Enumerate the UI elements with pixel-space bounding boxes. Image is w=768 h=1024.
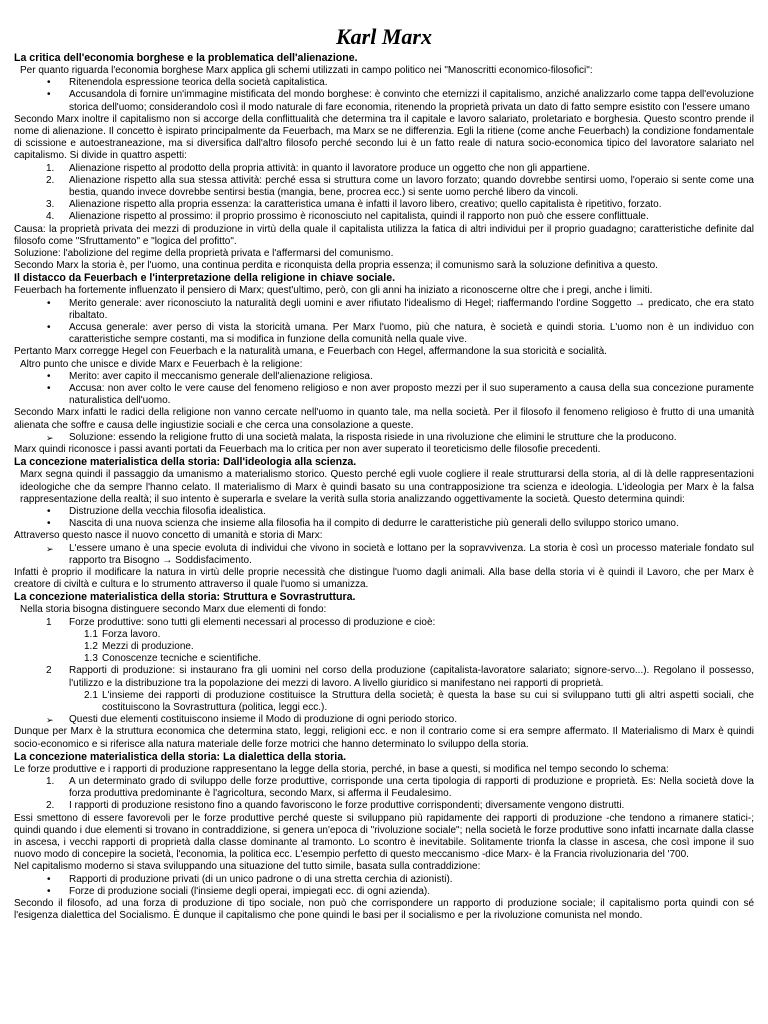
list-item: 1 Forze produttive: sono tutti gli elementi necessari al processo di produzione e cioè: — [46, 616, 436, 628]
list-item: 2. Alienazione rispetto alla sua stessa attività: perché essa si struttura come un lavoro forzato; quando dovrebbe sentirsi uomo, l'operaio si sente come una bestia, quando invece dovrebbe sentirsi bestia (mangia, bene, procrea ecc.) si sente uomo perché libero da vincoli. — [46, 174, 754, 199]
paragraph: Secondo Marx inoltre il capitalismo non si accorge della conflittualità che determina tra il capitale e lavoro salariato, proletariato e borghesia. Questo scontro prende il nome di alienazione. Il concetto è ispirato principalmente da Feuerbach, ma Marx se ne differenzia. Egli la ritiene (come anche Feuerbach) la condizione fondamentale di scissione e autoestraneazione, ma si diversifica dall'altro filosofo perché secondo lui è un fatto reale di natura socio-economica tipico del lavoratore salariato nel capitalismo. Si divide in quattro aspetti: — [14, 113, 754, 162]
section-heading-dialectic: La concezione materialistica della storia: La dialettica della storia. — [14, 750, 347, 763]
paragraph: Causa: la proprietà privata dei mezzi di produzione in virtù della quale il capitalista utilizza la fatica di altri individui per il proprio guadagno; caratteristiche definite dal filosofo come "Sfruttamento" e "logica del profitto". — [14, 223, 754, 247]
list-item-text: Forza lavoro. — [102, 628, 161, 640]
list-item-text: L'insieme dei rapporti di produzione costituisce la Struttura della società; è questa la base su cui si sviluppano tutti gli altri aspetti sociali, che costituiscono la Sovrastruttura (politica, leggi ecc.). — [102, 689, 754, 713]
paragraph: Secondo Marx infatti le radici della religione non vanno cercate nell'uomo in quanto tale, ma nella società. Per il filosofo il fenomeno religioso è frutto di una umanità alienata che soffre e causa delle ingiustizie sociali e che cerca una consolazione a queste. — [14, 407, 754, 431]
list-item: • Rapporti di produzione privati (di un unico padrone o di una stretta cerchia di azionisti). — [14, 874, 754, 886]
page-title: Karl Marx — [336, 24, 432, 49]
list-item-text: Mezzi di produzione. — [102, 640, 194, 652]
section-heading-ideology-science: La concezione materialistica della storia: Dall'ideologia alla scienza. — [14, 456, 357, 469]
list-item-text: Rapporti di produzione: si instaurano fra gli uomini nel corso della produzione (capitalista-lavoratore salariato; signore-servo...). Regolano il possesso, l'utilizzo e la distribuzione tra la popolazione dei mezzi di lavoro. A livello giuridico si manifestano nei rapporti di proprietà. — [69, 665, 754, 689]
list-item: 1.2 Mezzi di produzione. — [84, 640, 194, 652]
paragraph: Feuerbach ha fortemente influenzato il pensiero di Marx; quest'ultimo, però, con gli anni ha iniziato a riconoscerne oltre che i pregi, anche i limiti. — [14, 285, 653, 297]
list-item: 2 Rapporti di produzione: si instaurano fra gli uomini nel corso della produzione (capitalista-lavoratore salariato; signore-servo...). Regolano il possesso, l'utilizzo e la distribuzione tra la popolazione dei mezzi di lavoro. A livello giuridico si manifestano nei rapporti di proprietà. — [46, 665, 754, 689]
paragraph: Per quanto riguarda l'economia borghese Marx applica gli schemi utilizzati in campo politico nei "Manoscritti economico-filosofici": — [20, 65, 593, 76]
paragraph: Dunque per Marx è la struttura economica che determina stato, leggi, religioni ecc. e non il contrario come si era sempre affermato. Il Materialismo di Marx è quindi socio-economico e si riferisce alla natura materiale delle forze motrici che hanno determinato lo sviluppo della storia. — [14, 726, 754, 750]
list-item-text: Alienazione rispetto al prodotto della propria attività: in quanto il lavoratore produce un oggetto che non gli appartiene. — [69, 162, 590, 174]
arrow-list — [14, 714, 754, 726]
paragraph: Marx quindi riconosce i passi avanti portati da Feuerbach ma lo critica per non aver superato il teoreticismo delle filosofie precedenti. — [14, 444, 601, 456]
list-item: 1.1 Forza lavoro. — [84, 628, 161, 640]
section-heading-feuerbach: Il distacco da Feuerbach e l'interpretazione della religione in chiave sociale. — [14, 272, 396, 285]
paragraph: Secondo il filosofo, ad una forza di produzione di tipo sociale, non può che corrispondere un rapporto di produzione sociale; il capitalismo porta quindi con sé l'esigenza dialettica del Socialismo. È dunque il capitalismo che pone quindi le basi per il socialismo e per la rivoluzione comunista nel mondo. — [14, 898, 754, 922]
list-item: ➢ L'essere umano è una specie evoluta di individui che vivono in società e lottano per la sopravvivenza. La storia è così un processo materiale fondato sul rapporto tra Bisogno → Soddisfacimento. — [14, 543, 754, 567]
list-item: • Nascita di una nuova scienza che insieme alla filosofia ha il compito di dedurre le caratteristiche più generali dello sviluppo storico umano. — [14, 518, 754, 530]
paragraph: Soluzione: l'abolizione del regime della proprietà privata e l'affermarsi del comunismo. — [14, 248, 394, 260]
list-item-text: Alienazione rispetto al prossimo: il proprio prossimo è riconosciuto nel capitalista, quindi il rapporto non può che essere conflittuale. — [69, 211, 649, 223]
numbered-list — [14, 163, 754, 224]
list-item-text: Forze produttive: sono tutti gli elementi necessari al processo di produzione e cioè: — [69, 616, 436, 628]
bullet-list — [14, 77, 754, 114]
list-item: 2.1 L'insieme dei rapporti di produzione costituisce la Struttura della società; è questa la base su cui si sviluppano tutti gli altri aspetti sociali, che costituiscono la Sovrastruttura (politica, leggi ecc.). — [84, 689, 754, 713]
bullet-list — [14, 371, 754, 408]
section-heading-structure: La concezione materialistica della storia: Struttura e Sovrastruttura. — [14, 591, 356, 604]
list-item: ➢ Soluzione: essendo la religione frutto di una società malata, la risposta risiede in una rivoluzione che elimini le strutture che la producono. — [14, 432, 754, 444]
paragraph: Attraverso questo nasce il nuovo concetto di umanità e storia di Marx: — [14, 530, 323, 542]
list-item-text: A un determinato grado di sviluppo delle forze produttive, corrisponde una certa tipologia di rapporti di produzione e proprietà. Es: Nella società dove la forza produttiva predominante è l'agricoltura, secondo Marx, si afferma il Feudalesimo. — [69, 775, 754, 800]
paragraph: Essi smettono di essere favorevoli per le forze produttive perché queste si sviluppano più rapidamente dei rapporti di produzione -che tendono a rimanere statici-; quindi quando i due elementi si trovano in contraddizione, si genera un'epoca di "rivoluzione sociale"; nella società le forze produttive sono infatti incarnate dalla classe in ascesa, i vecchi rapporti di proprietà dalla classe dominante al tramonto. Lo scontro è inevitabile. Solitamente trionfa la classe in ascesa, che così impone il suo nuovo modo di concepire la società, l'economia, la politica ecc. L'esempio perfetto di questo meccanismo -dice Marx- è la Francia rivoluzionaria del '700. — [14, 812, 754, 861]
paragraph: Secondo Marx la storia è, per l'uomo, una continua perdita e riconquista della propria essenza; il comunismo sarà la soluzione definitiva a questo. — [14, 260, 658, 272]
paragraph: Nel capitalismo moderno si stava sviluppando una situazione del tutto simile, basata sulla contraddizione: — [14, 861, 481, 873]
bullet-list — [14, 298, 754, 347]
list-item: • Merito generale: aver riconosciuto la naturalità degli uomini e aver rifiutato l'idealismo di Hegel; riaffermando l'ordine Soggetto → predicato, che era stato ribaltato. — [14, 298, 754, 322]
list-item-text: Alienazione rispetto alla sua stessa attività: perché essa si struttura come un lavoro forzato; quando dovrebbe sentirsi uomo, l'operaio si sente come una bestia, quando invece dovrebbe sentirsi bestia (mangia, bene, procrea ecc.) si sente uomo perché libero da vincoli. — [69, 174, 754, 199]
list-item: • Accusa: non aver colto le vere cause del fenomeno religioso e non aver proposto mezzi per il suo superamento a causa della sua concezione puramente naturalistica dell'uomo. — [14, 383, 754, 407]
list-item: • Merito: aver capito il meccanismo generale dell'alienazione religiosa. — [14, 371, 754, 383]
list-item: 1. A un determinato grado di sviluppo delle forze produttive, corrisponde una certa tipologia di rapporti di produzione e proprietà. Es: Nella società dove la forza produttiva predominante è l'agricoltura, secondo Marx, si afferma il Feudalesimo. — [46, 775, 754, 800]
list-item: • Ritenendola espressione teorica della società capitalistica. — [14, 77, 754, 89]
list-item: 3. Alienazione rispetto alla propria essenza: la caratteristica umana è infatti il lavoro libero, creativo; quello capitalista è ripetitivo, forzato. — [46, 199, 662, 211]
numbered-list — [14, 776, 754, 813]
paragraph: Altro punto che unisce e divide Marx e Feuerbach è la religione: — [20, 358, 303, 370]
list-item-text: I rapporti di produzione resistono fino a quando favoriscono le forze produttive corrispondenti; diversamente vengono distrutti. — [69, 800, 625, 812]
paragraph: Pertanto Marx corregge Hegel con Feuerbach e la naturalità umana, e Feuerbach con Hegel, affermandone la sua storicità e socialità. — [14, 346, 607, 358]
bullet-list — [14, 874, 754, 898]
arrow-list — [14, 432, 754, 444]
numbered-list — [14, 617, 754, 715]
list-item: • Accusandola di fornire un'immagine mistificata del mondo borghese: è convinto che eternizzi il capitalismo, anziché analizzarlo come tappa dell'evoluzione storica dell'uomo; considerandolo così il modo naturale di fare economia, ritenendo la proprietà privata un dato di fatto sempre esistito con l'essere umano — [14, 89, 754, 113]
list-item: 2. I rapporti di produzione resistono fino a quando favoriscono le forze produttive corrispondenti; diversamente vengono distrutti. — [46, 800, 625, 812]
paragraph: Marx segna quindi il passaggio da umanismo a materialismo storico. Questo perché egli vuole cogliere il reale strutturarsi della storia, al di là delle rappresentazioni ideologiche che da sempre l'hanno celato. Il materialismo di Marx è quindi basato su una contrapposizione tra scienza e ideologia. L'ideologia per Marx è la falsa rappresentazione della realtà; il suo intento è superarla e svelare la verità sulla storia analizzando oggettivamente la società. Questo determina quindi: — [20, 469, 754, 505]
list-item: 1. Alienazione rispetto al prodotto della propria attività: in quanto il lavoratore produce un oggetto che non gli appartiene. — [46, 162, 590, 174]
bullet-list — [14, 506, 754, 530]
document-page — [14, 24, 754, 922]
list-item: • Accusa generale: aver perso di vista la storicità umana. Per Marx l'uomo, più che natura, è società e quindi storia. L'uomo non è un individuo con caratteristiche sempre costanti, ma si modifica in funzione della comunità nella quale vive. — [14, 322, 754, 346]
paragraph: Nella storia bisogna distinguere secondo Marx due elementi di fondo: — [20, 604, 327, 616]
list-item: • Distruzione della vecchia filosofia idealistica. — [14, 506, 754, 518]
list-item-text: Alienazione rispetto alla propria essenza: la caratteristica umana è infatti il lavoro libero, creativo; quello capitalista è ripetitivo, forzato. — [69, 199, 662, 211]
list-item: • Forze di produzione sociali (l'insieme degli operai, impiegati ecc. di ogni azienda). — [14, 886, 754, 898]
list-item-text: Conoscenze tecniche e scientifiche. — [102, 653, 261, 665]
paragraph: Infatti è proprio il modificare la natura in virtù delle proprie necessità che distingue l'uomo dagli animali. Alla base della storia vi è quindi il Lavoro, che per Marx è creatore di civiltà e cultura e lo strumento attraverso il quale l'uomo si umanizza. — [14, 566, 754, 591]
arrow-list — [14, 543, 754, 567]
list-item: 4. Alienazione rispetto al prossimo: il proprio prossimo è riconosciuto nel capitalista, quindi il rapporto non può che essere conflittuale. — [46, 211, 649, 223]
list-item: 1.3 Conoscenze tecniche e scientifiche. — [84, 653, 261, 665]
list-item: ➢ Questi due elementi costituiscono insieme il Modo di produzione di ogni periodo storico. — [14, 714, 754, 726]
section-heading-alienation: La critica dell'economia borghese e la problematica dell'alienazione. — [14, 52, 358, 64]
paragraph: Le forze produttive e i rapporti di produzione rappresentano la legge della storia, perché, in base a questi, si modifica nel tempo secondo lo schema: — [14, 763, 669, 775]
